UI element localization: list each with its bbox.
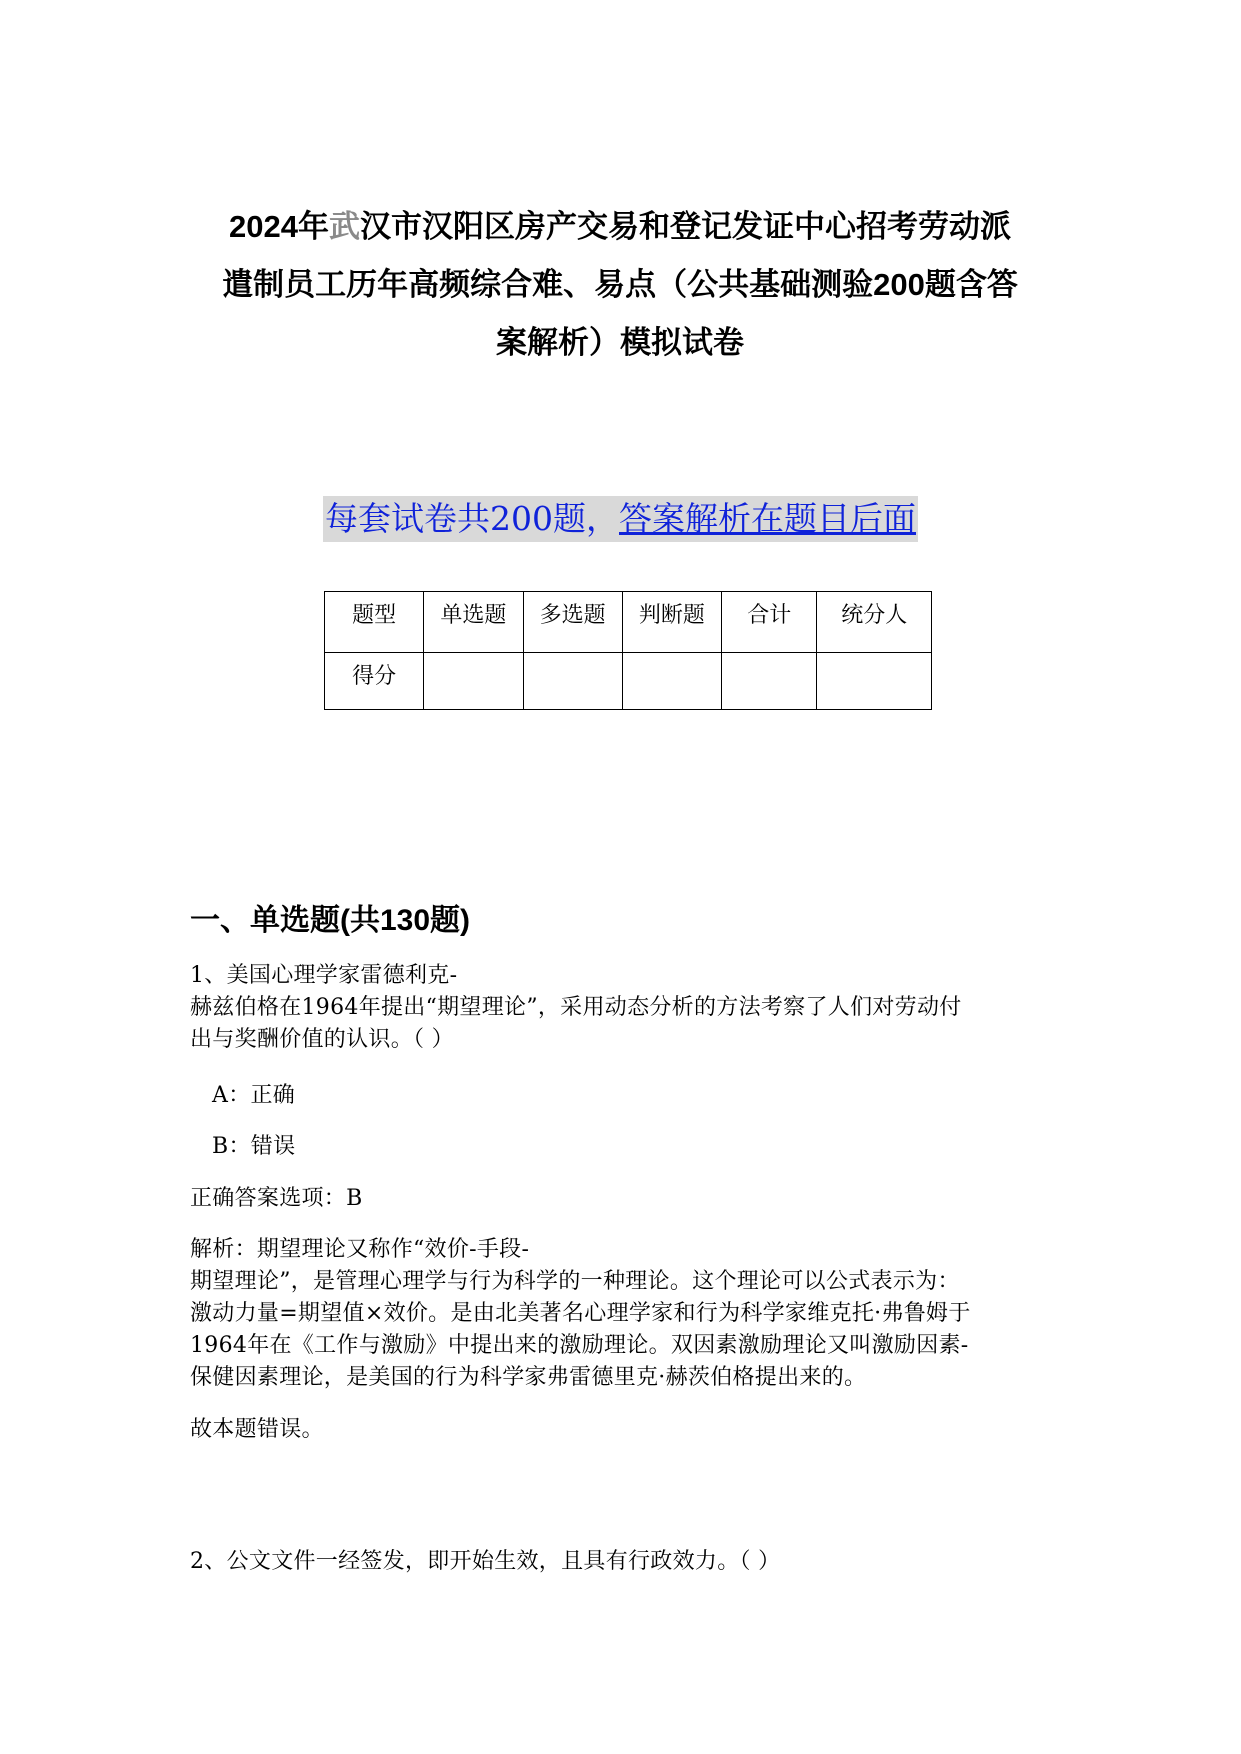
question-1-conclusion: 故本题错误。 bbox=[190, 1417, 324, 1442]
score-row-label: 得分 bbox=[325, 653, 424, 710]
header-cell-judgment: 判断题 bbox=[622, 592, 721, 653]
question-1-analysis: 解析：期望理论又称作“效价-手段- 期望理论”，是管理心理学与行为科学的一种理论。这个理论可以公式表示为： 激动力量=期望值×效价。是由北美著名心理学家和行为科学家维克托·弗鲁姆于 1964年在《工作与激励》中提出来的激励理论。双因素激励理论又叫激励因素- 保健因素理论，是美国的行为科学家弗雷德里克·赫茨伯格提出来的。 bbox=[190, 1237, 971, 1390]
banner-text: 每套试卷共200题， bbox=[325, 499, 619, 538]
score-cell-judgment[interactable] bbox=[622, 653, 721, 710]
header-cell-single: 单选题 bbox=[424, 592, 523, 653]
info-banner bbox=[0, 496, 1241, 542]
question-1-option-b[interactable]: B：错误 bbox=[212, 1134, 296, 1159]
score-table bbox=[324, 591, 932, 710]
header-cell-type: 题型 bbox=[325, 592, 424, 653]
score-cell-total[interactable] bbox=[722, 653, 817, 710]
score-table-header-row bbox=[325, 592, 932, 653]
header-cell-total: 合计 bbox=[722, 592, 817, 653]
score-cell-single[interactable] bbox=[424, 653, 523, 710]
header-cell-multiple: 多选题 bbox=[523, 592, 622, 653]
question-1-option-a[interactable]: A：正确 bbox=[212, 1083, 296, 1108]
header-cell-scorer: 统分人 bbox=[817, 592, 932, 653]
score-table-score-row bbox=[325, 653, 932, 710]
question-1-answer: 正确答案选项：B bbox=[190, 1186, 363, 1211]
answer-location-link[interactable]: 答案解析在题目后面 bbox=[619, 499, 916, 538]
title-line-1: 2024年武汉市汉阳区房产交易和登记发证中心招考劳动派 bbox=[229, 209, 1011, 244]
banner-highlight bbox=[323, 496, 918, 542]
title-gray-char: 武 bbox=[328, 209, 360, 244]
question-1-stem: 1、美国心理学家雷德利克- 赫兹伯格在1964年提出“期望理论”，采用动态分析的方法考察了人们对劳动付 出与奖酬价值的认识。（ ） bbox=[190, 963, 962, 1052]
score-cell-multiple[interactable] bbox=[523, 653, 622, 710]
score-cell-scorer[interactable] bbox=[817, 653, 932, 710]
title-line-2: 遣制员工历年高频综合难、易点（公共基础测验200题含答 bbox=[222, 267, 1018, 302]
document-title bbox=[170, 198, 1070, 372]
question-2-stem: 2、公文文件一经签发，即开始生效，且具有行政效力。（ ） bbox=[190, 1549, 781, 1574]
title-line-3: 案解析）模拟试卷 bbox=[496, 325, 744, 360]
section-title: 一、单选题(共130题) bbox=[190, 904, 471, 937]
